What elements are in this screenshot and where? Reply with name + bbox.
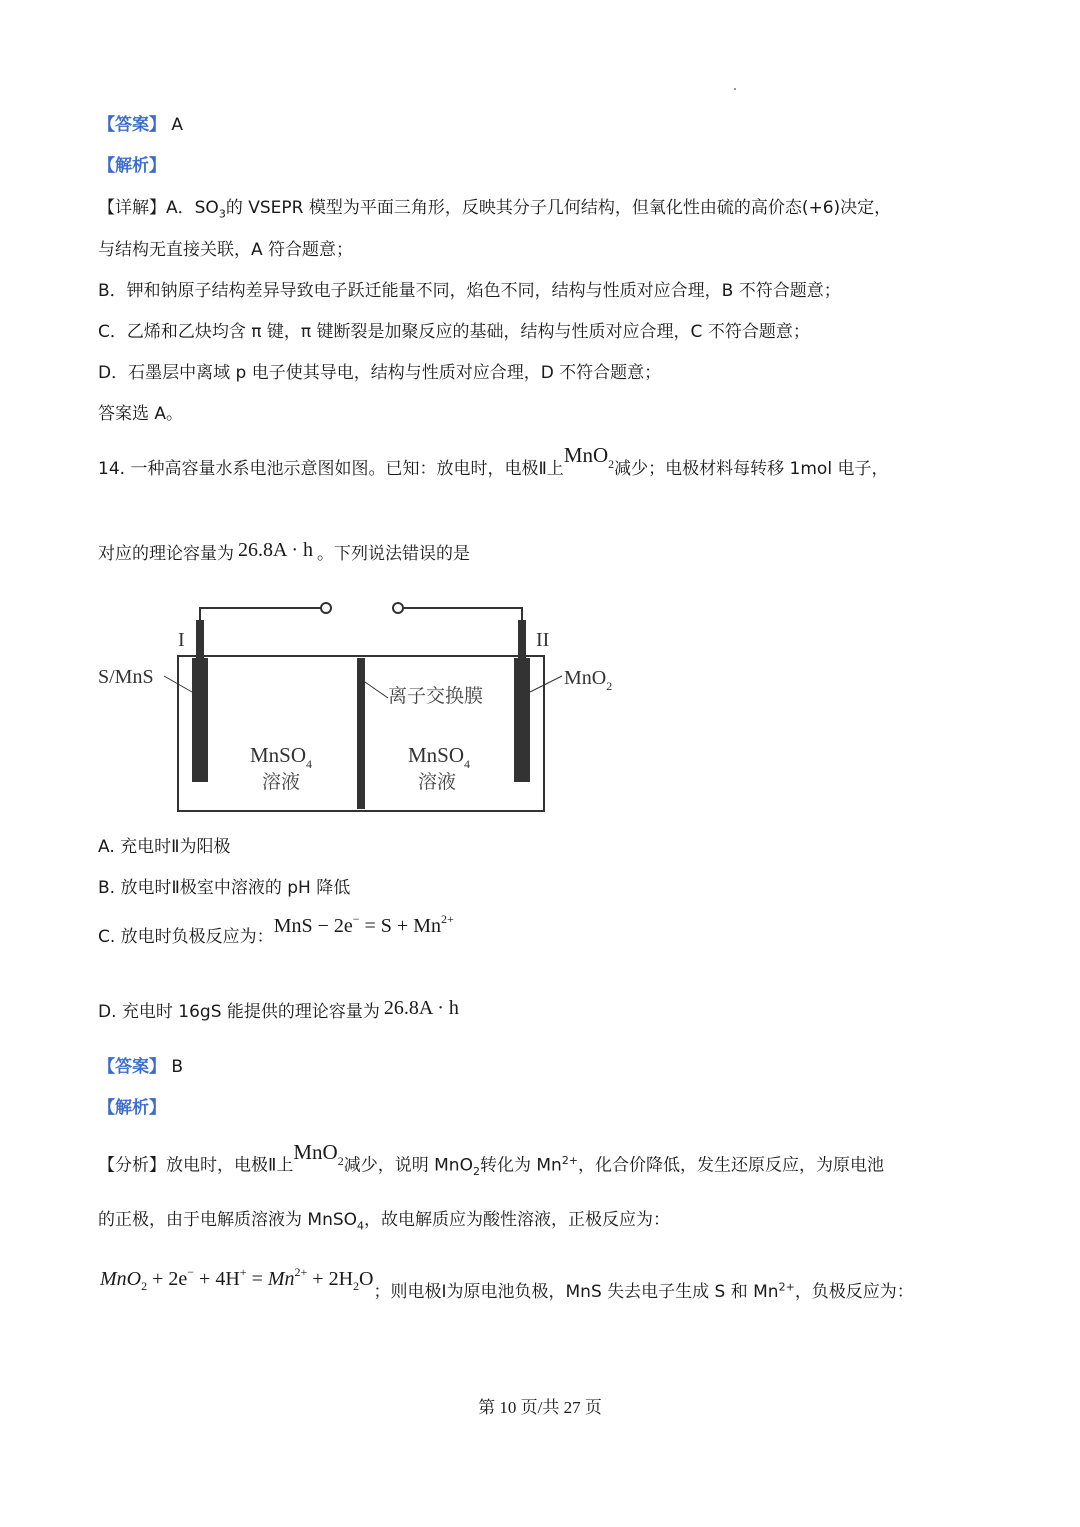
stem-text: 对应的理论容量为 bbox=[98, 544, 234, 564]
fenxi-text: 转化为 Mn bbox=[479, 1155, 562, 1176]
q14-stem-line-1 bbox=[98, 443, 889, 485]
subscript: 2 bbox=[472, 1165, 480, 1179]
left-rod bbox=[196, 620, 204, 660]
superscript: − bbox=[187, 1264, 195, 1279]
q14-answer-line bbox=[98, 1055, 183, 1079]
right-terminal bbox=[393, 603, 403, 613]
detail-text: 的 VSEPR 模型为平面三角形，反映其分子几何结构，但氧化性由硫的高价态(+6)决定， bbox=[225, 198, 892, 218]
right-electrode bbox=[514, 658, 530, 782]
subscript: 2 bbox=[337, 1153, 344, 1168]
detail-tag: 【详解】 bbox=[98, 198, 166, 218]
fenxi-line-1 bbox=[98, 1139, 885, 1187]
formula: Mn bbox=[267, 1267, 295, 1290]
stem-text: 。下列说法错误的是 bbox=[317, 544, 470, 564]
fenxi-text: 的正极，由于电解质溶液为 MnSO bbox=[98, 1210, 358, 1230]
stray-dot bbox=[734, 88, 736, 90]
subscript: 2 bbox=[141, 1278, 148, 1293]
leader-line-membrane bbox=[365, 682, 388, 698]
q13-line-b: B．钾和钠原子结构差异导致电子跃迁能量不同，焰色不同，结构与性质对应合理，B 不符合题意； bbox=[98, 281, 841, 301]
formula: = bbox=[246, 1267, 268, 1290]
fenxi-text: ，负极反应为： bbox=[794, 1281, 914, 1302]
cathode-equation bbox=[100, 1264, 374, 1293]
subscript: 2 bbox=[606, 679, 613, 693]
detail-text: A．SO bbox=[166, 198, 219, 218]
q14-stem-line-2 bbox=[98, 538, 470, 569]
fenxi-line-2 bbox=[98, 1208, 670, 1238]
q13-analysis-line bbox=[98, 154, 166, 178]
formula: MnSO bbox=[250, 743, 307, 767]
equation-line bbox=[100, 1264, 914, 1304]
left-electrode bbox=[192, 658, 208, 782]
right-solution-word: 溶液 bbox=[418, 771, 457, 793]
subscript: 4 bbox=[464, 757, 471, 771]
leader-line-right bbox=[530, 676, 562, 692]
formula: O bbox=[359, 1267, 374, 1290]
stem-text: 14. 一种高容量水系电池示意图如图。已知：放电时，电极Ⅱ上 bbox=[98, 459, 564, 479]
option-text: D. 充电时 16gS 能提供的理论容量为 bbox=[98, 1002, 380, 1022]
formula: + 2H bbox=[307, 1267, 354, 1290]
right-solution-formula bbox=[408, 743, 470, 771]
q14-analysis-line bbox=[98, 1096, 166, 1120]
option-d bbox=[98, 996, 459, 1027]
q13-line-d: D．石墨层中离域 p 电子使其导电，结构与性质对应合理，D 不符合题意； bbox=[98, 363, 662, 383]
capacity-formula: 26.8A · h bbox=[383, 997, 459, 1019]
left-solution-word: 溶液 bbox=[262, 771, 301, 793]
superscript: 2+ bbox=[561, 1154, 579, 1167]
equation-tail bbox=[373, 1282, 913, 1302]
answer-value: A bbox=[171, 115, 184, 135]
fenxi-text: ，化合价降低，发生还原反应，为原电池 bbox=[578, 1155, 885, 1176]
right-wire bbox=[403, 608, 522, 622]
formula: MnO bbox=[100, 1267, 142, 1290]
page-footer: 第 10 页/共 27 页 bbox=[478, 1398, 602, 1417]
analysis-tag: 【解析】 bbox=[98, 156, 166, 176]
subscript: 2 bbox=[353, 1278, 360, 1293]
stem-text: 减少；电极材料每转移 1mol 电子， bbox=[614, 459, 889, 479]
fenxi-text: ，故电解质应为酸性溶液，正极反应为： bbox=[364, 1210, 671, 1230]
subscript: 3 bbox=[218, 207, 226, 221]
formula: MnO bbox=[563, 443, 609, 467]
label-membrane: 离子交换膜 bbox=[388, 685, 484, 707]
option-text: C. 放电时负极反应为： bbox=[98, 927, 274, 947]
option-c bbox=[98, 912, 454, 954]
fenxi-text: ；则电极Ⅰ为原电池负极，MnS 失去电子生成 S 和 Mn bbox=[373, 1281, 779, 1302]
left-solution-formula bbox=[250, 743, 312, 771]
formula: = S + Mn bbox=[359, 915, 441, 937]
fenxi-text: 放电时，电极Ⅱ上 bbox=[166, 1155, 294, 1176]
q13-line-c: C．乙烯和乙炔均含 π 键，π 键断裂是加聚反应的基础，结构与性质对应合理，C 不符合题意； bbox=[98, 322, 810, 342]
right-rod bbox=[518, 620, 526, 660]
formula: MnSO bbox=[408, 743, 465, 767]
subscript: 4 bbox=[357, 1219, 365, 1233]
superscript: 2+ bbox=[441, 912, 454, 926]
analysis-tag: 【解析】 bbox=[98, 1098, 166, 1118]
label-mno2 bbox=[564, 667, 612, 693]
q13-detail-line-1 bbox=[98, 196, 891, 226]
capacity-formula: 26.8A · h bbox=[238, 539, 313, 561]
fenxi-tag: 【分析】 bbox=[98, 1155, 166, 1176]
q13-answer-line bbox=[98, 113, 183, 137]
formula: + 4H bbox=[194, 1267, 240, 1290]
answer-tag: 【答案】 bbox=[98, 115, 166, 135]
battery-diagram bbox=[92, 596, 632, 822]
left-terminal bbox=[321, 603, 331, 613]
label-electrode-I: I bbox=[178, 629, 185, 651]
mno2-formula bbox=[563, 443, 615, 479]
ion-exchange-membrane bbox=[357, 658, 365, 809]
left-wire bbox=[200, 608, 322, 622]
option-c-equation bbox=[273, 912, 454, 937]
superscript: 2+ bbox=[294, 1264, 308, 1279]
label-s-mns: S/MnS bbox=[98, 666, 154, 688]
option-a: A. 充电时Ⅱ为阳极 bbox=[98, 837, 231, 857]
option-b: B. 放电时Ⅱ极室中溶液的 pH 降低 bbox=[98, 878, 351, 898]
fenxi-text: 减少，说明 MnO bbox=[343, 1155, 473, 1176]
label-electrode-II: II bbox=[536, 629, 550, 651]
formula: MnO bbox=[293, 1139, 338, 1164]
q13-detail-line-2: 与结构无直接关联，A 符合题意； bbox=[98, 240, 354, 260]
formula: MnS − 2e bbox=[273, 915, 353, 937]
superscript: 2+ bbox=[778, 1280, 795, 1293]
subscript: 4 bbox=[306, 757, 313, 771]
subscript: 2 bbox=[608, 457, 615, 471]
formula: + 2e bbox=[147, 1267, 188, 1290]
formula: MnO bbox=[564, 667, 607, 689]
superscript: + bbox=[239, 1264, 247, 1279]
q13-conclusion: 答案选 A。 bbox=[98, 404, 184, 424]
answer-tag: 【答案】 bbox=[98, 1057, 166, 1077]
superscript: − bbox=[352, 912, 360, 926]
answer-value: B bbox=[171, 1057, 184, 1077]
mno2-formula bbox=[293, 1139, 344, 1176]
